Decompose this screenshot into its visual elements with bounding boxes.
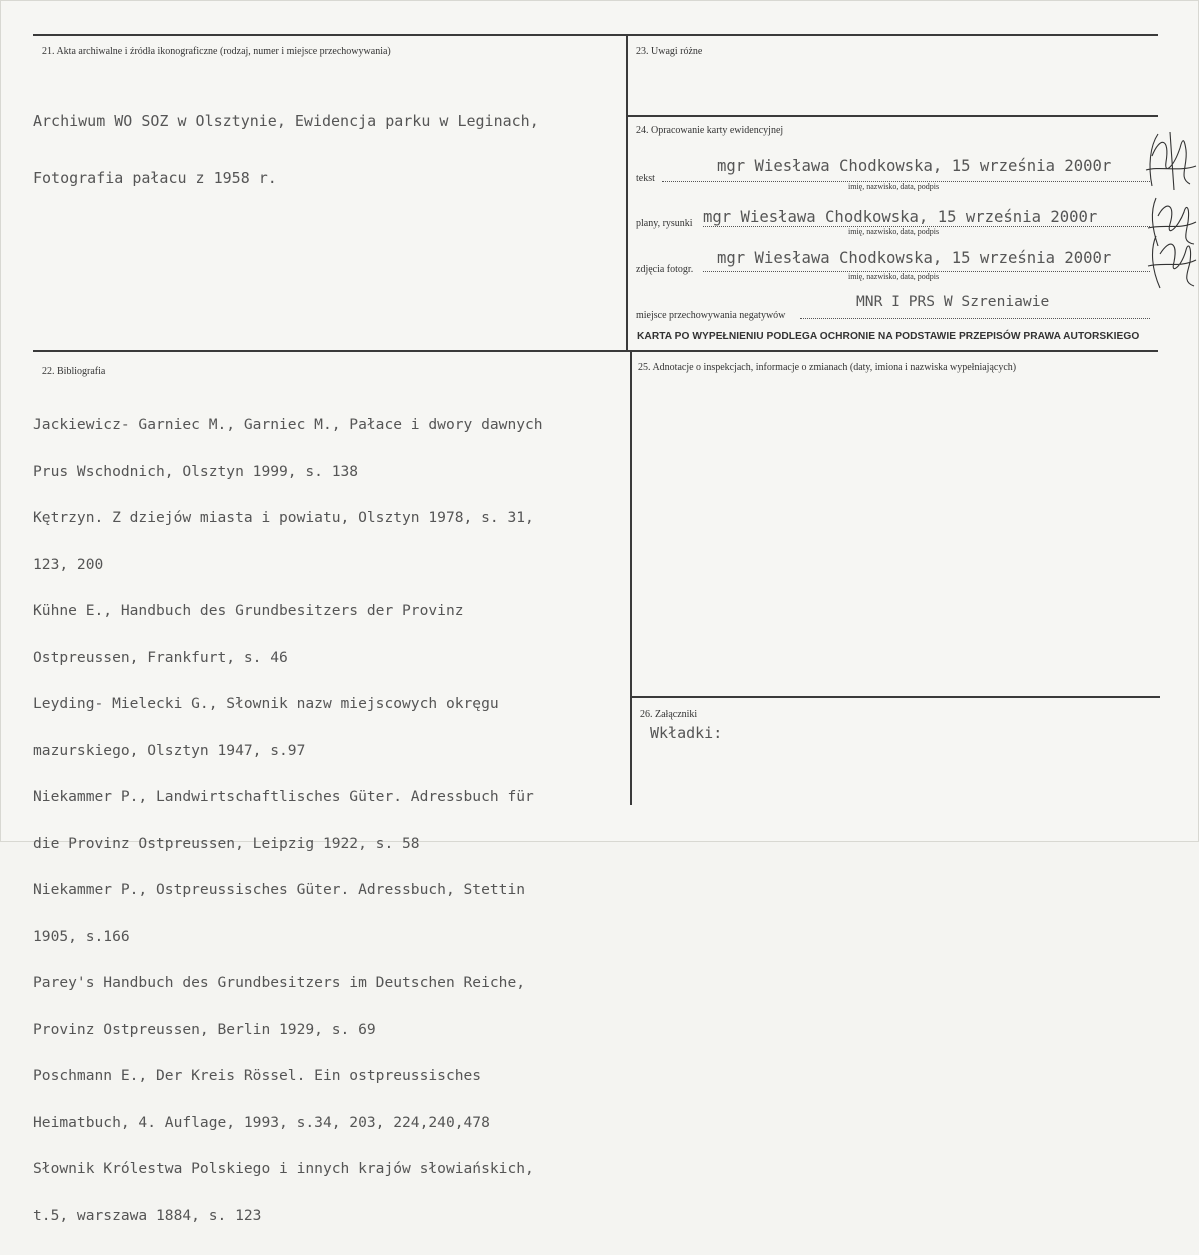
- top-rule: [33, 34, 1158, 36]
- section-26-value: Wkładki:: [650, 724, 723, 742]
- bibliography-line: mazurskiego, Olsztyn 1947, s.97: [33, 741, 306, 759]
- bibliography-line: Provinz Ostpreussen, Berlin 1929, s. 69: [33, 1020, 376, 1038]
- bibliography-line: Niekammer P., Landwirtschaftlisches Güter. Adressbuch für: [33, 788, 534, 805]
- signature-1: [1140, 126, 1198, 196]
- miejsce-label: miejsce przechowywania negatywów: [636, 310, 786, 321]
- plany-sublabel: imię, nazwisko, data, podpis: [848, 227, 940, 236]
- lower-divider: [630, 351, 632, 805]
- rule-25-26: [631, 696, 1160, 698]
- copyright-notice: KARTA PO WYPEŁNIENIU PODLEGA OCHRONIE NA PODSTAWIE PRZEPISÓW PRAWA AUTORSKIEGO: [637, 331, 1140, 342]
- bibliography-line: Ostpreussen, Frankfurt, s. 46: [33, 648, 288, 666]
- signature-3: [1144, 232, 1198, 292]
- bibliography-line: Leyding- Mielecki G., Słownik nazw miejscowych okręgu: [33, 695, 499, 712]
- tekst-label: tekst: [636, 173, 655, 184]
- zdjecia-sublabel: imię, nazwisko, data, podpis: [848, 272, 940, 281]
- section-21-line: Fotografia pałacu z 1958 r.: [33, 169, 277, 187]
- bibliography-line: Poschmann E., Der Kreis Rössel. Ein ostpreussisches: [33, 1067, 482, 1084]
- bibliography-line: Niekammer P., Ostpreussisches Güter. Adressbuch, Stettin: [33, 881, 526, 898]
- bibliography-line: Parey's Handbuch des Grundbesitzers im Deutschen Reiche,: [33, 974, 526, 991]
- bibliography-line: Kühne E., Handbuch des Grundbesitzers der Provinz: [33, 602, 464, 619]
- tekst-value: mgr Wiesława Chodkowska, 15 września 2000r: [717, 157, 1112, 175]
- section-22-label: 22. Bibliografia: [42, 366, 106, 377]
- tekst-sublabel: imię, nazwisko, data, podpis: [848, 182, 940, 191]
- plany-value: mgr Wiesława Chodkowska, 15 września 2000r: [703, 208, 1098, 226]
- section-21-content: [33, 74, 539, 226]
- section-23-label: 23. Uwagi różne: [636, 46, 703, 57]
- bibliography-line: Jackiewicz- Garniec M., Garniec M., Pałace i dwory dawnych: [33, 416, 543, 433]
- bibliography-line: Prus Wschodnich, Olsztyn 1999, s. 138: [33, 462, 359, 480]
- bibliography-line: die Provinz Ostpreussen, Leipzig 1922, s. 58: [33, 834, 420, 852]
- bibliography-line: 1905, s.166: [33, 927, 130, 945]
- section-24-label: 24. Opracowanie karty ewidencyjnej: [636, 125, 784, 136]
- rule-23-24: [627, 115, 1158, 117]
- miejsce-value: MNR I PRS W Szreniawie: [856, 293, 1050, 310]
- center-divider: [626, 34, 628, 352]
- middle-rule: [33, 350, 1158, 352]
- section-21-line: Archiwum WO SOZ w Olsztynie, Ewidencja parku w Leginach,: [33, 112, 539, 130]
- bibliography-line: Heimatbuch, 4. Auflage, 1993, s.34, 203, 224,240,478: [33, 1113, 490, 1131]
- plany-label: plany, rysunki: [636, 218, 693, 229]
- bibliography-line: Kętrzyn. Z dziejów miasta i powiatu, Olsztyn 1978, s. 31,: [33, 509, 534, 526]
- bibliography-list: [33, 386, 543, 1254]
- bibliography-line: 123, 200: [33, 555, 104, 573]
- zdjecia-value: mgr Wiesława Chodkowska, 15 września 2000r: [717, 249, 1112, 267]
- section-25-label: 25. Adnotacje o inspekcjach, informacje o zmianach (daty, imiona i nazwiska wypełniających): [638, 362, 1017, 373]
- zdjecia-label: zdjęcia fotogr.: [636, 264, 694, 275]
- section-21-label: 21. Akta archiwalne i źródła ikonograficzne (rodzaj, numer i miejsce przechowywania): [42, 46, 391, 57]
- bibliography-line: Słownik Królestwa Polskiego i innych krajów słowiańskich,: [33, 1160, 534, 1177]
- bibliography-line: t.5, warszawa 1884, s. 123: [33, 1206, 262, 1224]
- section-26-label: 26. Załączniki: [640, 709, 698, 720]
- miejsce-dotted-line: [800, 318, 1150, 319]
